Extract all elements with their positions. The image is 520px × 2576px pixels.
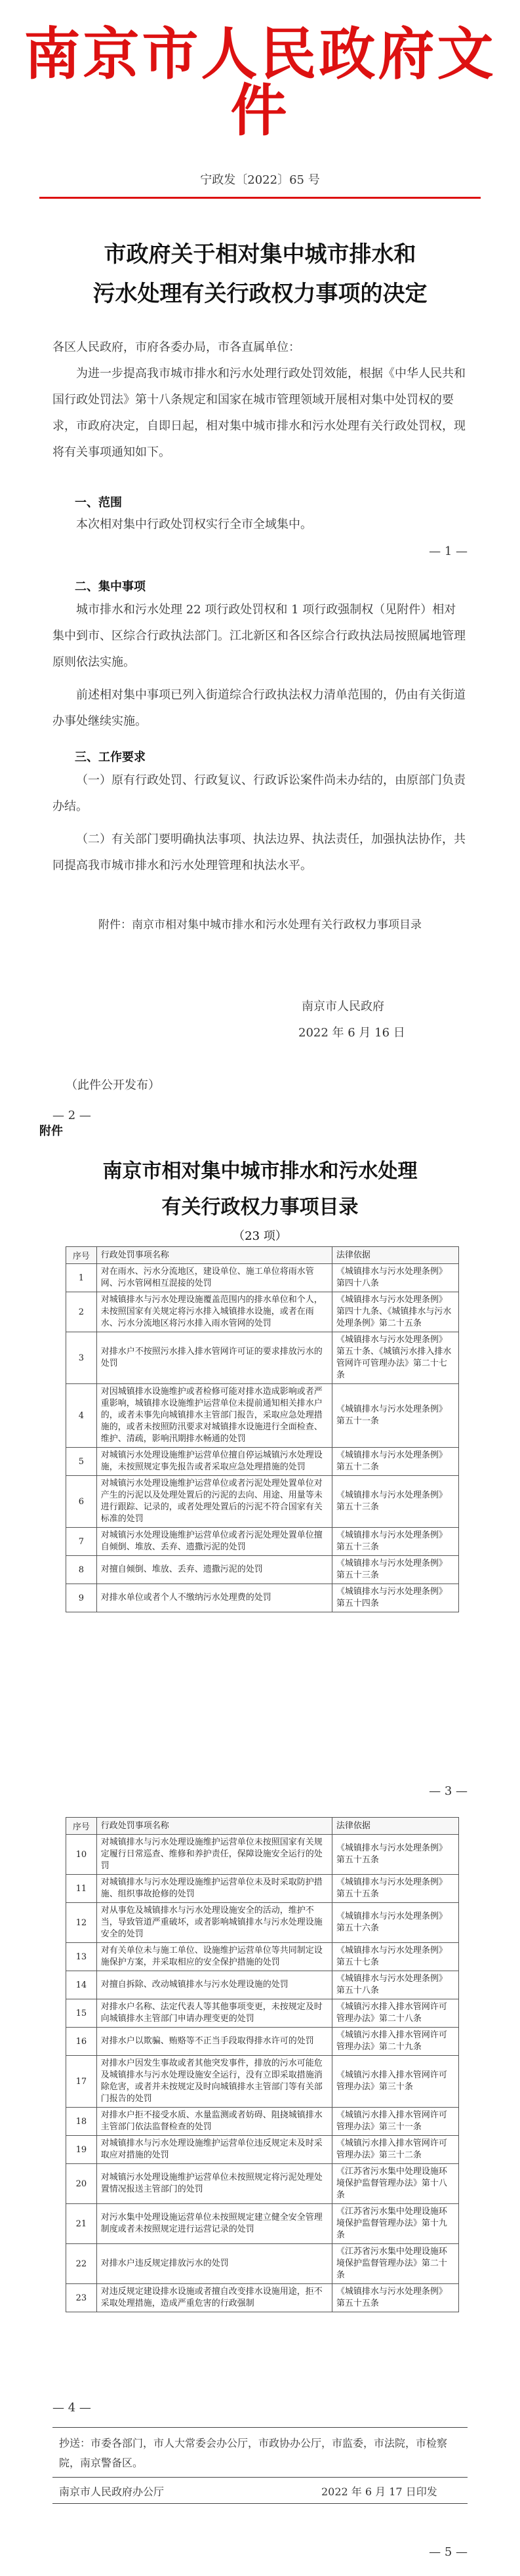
row-item: 对排水户拒不接受水质、水量监测或者妨碍、阻挠城镇排水主管部门依法监督检查的处罚	[96, 2108, 332, 2136]
row-item: 对城镇污水处理设施维护运营单位擅自停运城镇污水处理设施，未按照规定事先报告或者采取应急处理措施的处罚	[96, 1448, 332, 1476]
table-row	[66, 1384, 459, 1448]
table-row	[66, 1292, 459, 1332]
row-basis: 《城镇排水与污水处理条例》第五十六条	[332, 1903, 458, 1943]
row-number: 19	[66, 2136, 97, 2164]
page-number-1: — 1 —	[429, 544, 468, 558]
table-row	[66, 1332, 459, 1384]
row-basis: 《城镇排水与污水处理条例》第五十三条	[332, 1476, 458, 1528]
row-number: 4	[66, 1384, 97, 1448]
header-title: 南京市人民政府文件	[24, 21, 496, 144]
row-basis: 《城镇排水与污水处理条例》第五十二条	[332, 1448, 458, 1476]
row-number: 13	[66, 1943, 97, 1971]
attachment-note: 附件：南京市相对集中城市排水和污水处理有关行政权力事项目录	[98, 918, 422, 931]
row-item: 对排水户不按照污水排入排水管网许可证的要求排放污水的处罚	[96, 1332, 332, 1384]
row-item: 对城镇污水处理设施维护运营单位未按照规定将污泥处理处置情况报送主管部门的处罚	[96, 2164, 332, 2204]
row-basis: 《城镇排水与污水处理条例》第四十八条	[332, 1264, 458, 1292]
row-basis: 《城镇排水与污水处理条例》第五十八条	[332, 1971, 458, 1999]
row-number: 23	[66, 2284, 97, 2312]
row-number: 3	[66, 1332, 97, 1384]
cc-mid-line	[52, 2477, 468, 2478]
row-number: 16	[66, 2028, 97, 2056]
row-basis: 《城镇排水与污水处理条例》第五十五条	[332, 2284, 458, 2312]
row-item: 对城镇排水与污水处理设施维护运营单位未按照国家有关规定履行日常巡查、维修和养护责任，保障设施安全运行的处罚	[96, 1835, 332, 1875]
row-basis: 《城镇污水排入排水管网许可管理办法》第二十九条	[332, 2028, 458, 2056]
row-number: 14	[66, 1971, 97, 1999]
items-table-part2	[66, 1817, 459, 2312]
appendix-table-2	[66, 1817, 459, 2312]
table-row	[66, 2028, 459, 2056]
section2-body2: 前述相对集中事项已列入街道综合行政执法权力清单范围的，仍由有关街道办事处继续实施。	[52, 688, 466, 728]
row-basis: 《城镇排水与污水处理条例》第五十条、《城镇污水排入排水管网许可管理办法》第二十七条	[332, 1332, 458, 1384]
page-number-2: — 2 —	[52, 1109, 91, 1122]
intro-paragraph: 为进一步提高我市城市排水和污水处理行政处罚效能，根据《中华人民共和国行政处罚法》第十八条规定和国家在城市管理领域开展相对集中处罚权的要求，市政府决定，自即日起，相对集中城市排水和污水处理有关行政处罚权，现将有关事项通知如下。	[52, 367, 466, 459]
publish-note: （此件公开发布）	[66, 1078, 160, 1092]
row-number: 11	[66, 1875, 97, 1903]
table-row	[66, 1875, 459, 1903]
row-item: 对污水集中处理设施运营单位未按照规定建立健全安全管理制度或者未按照规定进行运营记录的处罚	[96, 2204, 332, 2244]
items-table-part1	[66, 1246, 459, 1612]
decision-title-line2: 污水处理有关行政权力事项的决定	[92, 281, 428, 307]
row-number: 17	[66, 2056, 97, 2108]
table-row	[66, 2244, 459, 2284]
row-basis: 《城镇排水与污水处理条例》第五十四条	[332, 1584, 458, 1612]
row-basis: 《江苏省污水集中处理设施环境保护监督管理办法》第二十条	[332, 2244, 458, 2284]
appendix-count: （23 项）	[233, 1229, 287, 1243]
page-number-4: — 4 —	[52, 2401, 91, 2415]
row-basis: 《城镇排水与污水处理条例》第五十一条	[332, 1384, 458, 1448]
row-basis: 《江苏省污水集中处理设施环境保护监督管理办法》第十八条	[332, 2164, 458, 2204]
decision-title-line1: 市政府关于相对集中城市排水和	[104, 241, 416, 268]
table-header-row	[66, 1247, 459, 1264]
section1-title: 一、范围	[75, 496, 122, 510]
table-row	[66, 2056, 459, 2108]
row-basis: 《城镇污水排入排水管网许可管理办法》第二十八条	[332, 1999, 458, 2028]
row-number: 18	[66, 2108, 97, 2136]
section3-item1: （一）原有行政处罚、行政复议、行政诉讼案件尚未办结的，由原部门负责办结。	[52, 773, 466, 813]
sign-date: 2022 年 6 月 16 日	[298, 1026, 405, 1040]
table-row	[66, 1971, 459, 1999]
row-number: 8	[66, 1556, 97, 1584]
row-item: 对城镇排水与污水处理设施维护运营单位未及时采取防护措施、组织事故抢修的处罚	[96, 1875, 332, 1903]
row-item: 对城镇排水与污水处理设施覆盖范围内的排水单位和个人，未按照国家有关规定将污水排入城镇排水设施，或者在雨水、污水分流地区将污水排入雨水管网的处罚	[96, 1292, 332, 1332]
row-basis: 《江苏省污水集中处理设施环境保护监督管理办法》第十九条	[332, 2204, 458, 2244]
table-row	[66, 1584, 459, 1612]
section1-body: 本次相对集中行政处罚权实行全市全域集中。	[76, 518, 312, 531]
row-item: 对从事危及城镇排水与污水处理设施安全的活动，维护不当，导致管道严重破坏，或者影响城镇排水与污水处理设施安全的处罚	[96, 1903, 332, 1943]
row-item: 对擅自拆除、改动城镇排水与污水处理设施的处罚	[96, 1971, 332, 1999]
row-basis: 《城镇排水与污水处理条例》第五十三条	[332, 1556, 458, 1584]
row-number: 20	[66, 2164, 97, 2204]
col-header-basis: 法律依据	[332, 1247, 458, 1264]
appendix-label: 附件	[39, 1124, 63, 1138]
row-item: 对在雨水、污水分流地区，建设单位、施工单位将雨水管网、污水管网相互混接的处罚	[96, 1264, 332, 1292]
col-header-basis: 法律依据	[332, 1818, 458, 1835]
table-row	[66, 1999, 459, 2028]
cc-copy-to: 抄送：市委各部门，市人大常委会办公厅，市政协办公厅，市监委，市法院，市检察院，南京警备区。	[59, 2437, 448, 2469]
table-row	[66, 2108, 459, 2136]
row-item: 对排水户违反规定排放污水的处罚	[96, 2244, 332, 2284]
table-row	[66, 1264, 459, 1292]
row-item: 对城镇污水处理设施维护运营单位或者污泥处理处置单位对产生的污泥以及处理处置后的污泥的去向、用途、用量等未进行跟踪、记录的，或者处理处置后的污泥不符合国家有关标准的处罚	[96, 1476, 332, 1528]
row-basis: 《城镇污水排入排水管网许可管理办法》第三十一条	[332, 2108, 458, 2136]
table-header-row	[66, 1818, 459, 1835]
row-basis: 《城镇污水排入排水管网许可管理办法》第三十二条	[332, 2136, 458, 2164]
row-number: 6	[66, 1476, 97, 1528]
row-basis: 《城镇排水与污水处理条例》第五十七条	[332, 1943, 458, 1971]
row-number: 2	[66, 1292, 97, 1332]
row-number: 5	[66, 1448, 97, 1476]
row-basis: 《城镇污水排入排水管网许可管理办法》第三十条	[332, 2056, 458, 2108]
table-row	[66, 1528, 459, 1556]
table-row	[66, 1556, 459, 1584]
row-item: 对城镇污水处理设施维护运营单位或者污泥处理处置单位擅自倾倒、堆放、丢弃、遗撒污泥的处罚	[96, 1528, 332, 1556]
cc-office: 南京市人民政府办公厅	[59, 2485, 165, 2498]
section2-body: 城市排水和污水处理 22 项行政处罚权和 1 项行政强制权（见附件）相对集中到市、区综合行政执法部门。江北新区和各区综合行政执法局按照属地管理原则依法实施。	[52, 603, 466, 669]
row-number: 10	[66, 1835, 97, 1875]
row-basis: 《城镇排水与污水处理条例》第五十五条	[332, 1835, 458, 1875]
row-item: 对违反规定建设排水设施或者擅自改变排水设施用途，拒不采取处理措施，造成严重危害的行政强制	[96, 2284, 332, 2312]
page-number-5: — 5 —	[429, 2545, 468, 2559]
signer: 南京市人民政府	[302, 1000, 384, 1013]
col-header-no: 序号	[66, 1247, 97, 1264]
table-row	[66, 1476, 459, 1528]
table-row	[66, 1943, 459, 1971]
table-row	[66, 1448, 459, 1476]
page-number-3: — 3 —	[429, 1784, 468, 1798]
table-row	[66, 1903, 459, 1943]
col-header-no: 序号	[66, 1818, 97, 1835]
row-item: 对擅自倾倒、堆放、丢弃、遗撒污泥的处罚	[96, 1556, 332, 1584]
cc-bottom-line	[52, 2503, 468, 2504]
section3-item2: （二）有关部门要明确执法事项、执法边界、执法责任，加强执法协作，共同提高我市城市排水和污水处理管理和执法水平。	[52, 832, 466, 872]
row-item: 对排水户名称、法定代表人等其他事项变更，未按规定及时向城镇排水主管部门申请办理变更的处罚	[96, 1999, 332, 2028]
row-item: 对排水单位或者个人不缴纳污水处理费的处罚	[96, 1584, 332, 1612]
section2-title: 二、集中事项	[75, 580, 146, 594]
table-row	[66, 2284, 459, 2312]
row-item: 对城镇排水与污水处理设施维护运营单位违反规定未及时采取应对措施的处罚	[96, 2136, 332, 2164]
row-number: 7	[66, 1528, 97, 1556]
doc-number: 宁政发〔2022〕65 号	[200, 173, 320, 187]
appendix-title-line1: 南京市相对集中城市排水和污水处理	[102, 1160, 418, 1183]
row-number: 12	[66, 1903, 97, 1943]
appendix-title-line2: 有关行政权力事项目录	[161, 1196, 359, 1219]
row-item: 对排水户以欺骗、贿赂等不正当手段取得排水许可的处罚	[96, 2028, 332, 2056]
col-header-item: 行政处罚事项名称	[96, 1818, 332, 1835]
row-item: 对有关单位未与施工单位、设施维护运营单位等共同制定设施保护方案，并采取相应的安全保护措施的处罚	[96, 1943, 332, 1971]
row-basis: 《城镇排水与污水处理条例》第四十九条、《城镇排水与污水处理条例》第二十五条	[332, 1292, 458, 1332]
row-number: 22	[66, 2244, 97, 2284]
col-header-item: 行政处罚事项名称	[96, 1247, 332, 1264]
row-basis: 《城镇排水与污水处理条例》第五十三条	[332, 1528, 458, 1556]
table-row	[66, 1835, 459, 1875]
row-basis: 《城镇排水与污水处理条例》第五十五条	[332, 1875, 458, 1903]
section3-title: 三、工作要求	[75, 750, 146, 764]
table-row	[66, 2136, 459, 2164]
cc-print-date: 2022 年 6 月 17 日印发	[321, 2485, 437, 2498]
row-number: 15	[66, 1999, 97, 2028]
row-item: 对因城镇排水设施维护或者检修可能对排水造成影响或者严重影响，城镇排水设施维护运营单位未提前通知相关排水户的，或者未事先向城镇排水主管部门报告，采取应急处理措施的，或者未按照防汛要求对城镇排水设施进行全面检查、维护、清疏，影响汛期排水畅通的处罚	[96, 1384, 332, 1448]
table-row	[66, 2164, 459, 2204]
row-item: 对排水户因发生事故或者其他突发事件，排放的污水可能危及城镇排水与污水处理设施安全运行，没有立即采取措施消除危害，或者并未按规定及时向城镇排水主管部门等有关部门报告的处罚	[96, 2056, 332, 2108]
cc-top-line	[52, 2427, 468, 2428]
red-divider	[39, 197, 481, 199]
salutation: 各区人民政府，市府各委办局，市各直属单位：	[52, 340, 300, 354]
row-number: 9	[66, 1584, 97, 1612]
table-row	[66, 2204, 459, 2244]
appendix-table-1	[66, 1246, 459, 1612]
row-number: 21	[66, 2204, 97, 2244]
row-number: 1	[66, 1264, 97, 1292]
